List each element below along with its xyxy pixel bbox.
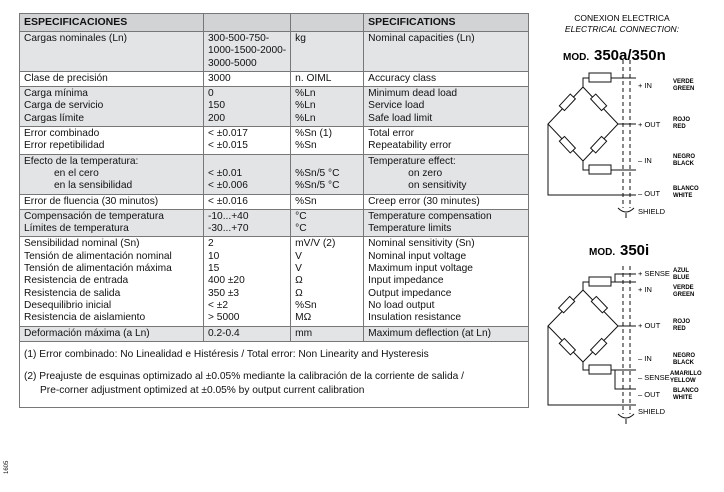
note-2-cont: Pre-corner adjustment optimized at ±0.05% by output current calibration xyxy=(40,385,365,397)
color-label: RED xyxy=(673,124,686,130)
model-a-prefix: MOD. xyxy=(563,52,590,63)
color-label: BLACK xyxy=(673,360,694,366)
bridge-resistors-b xyxy=(559,296,608,354)
color-label: BLANCO xyxy=(673,186,699,192)
table-row: Carga mínima Carga de servicio Cargas límite 0 150 200 %Ln %Ln %Ln Minimum dead load Service load Safe load limit xyxy=(20,87,529,127)
connection-title-es: CONEXION ELECTRICA xyxy=(574,13,670,23)
sig-plus-in-a: + IN xyxy=(638,81,652,90)
color-label: VERDE xyxy=(673,285,694,291)
model-b-prefix: MOD. xyxy=(589,247,616,258)
table-header-row xyxy=(20,14,529,32)
wiring-diagram-b xyxy=(548,266,636,424)
color-label: BLUE xyxy=(673,275,690,281)
table-row: Compensación de temperatura Límites de temperatura -10...+40 -30...+70 °C °C Temperature compensation Temperature limits xyxy=(20,209,529,237)
color-label: GREEN xyxy=(673,86,695,92)
table-row: Error combinado Error repetibilidad < ±0.017 < ±0.015 %Sn (1) %Sn Total error Repeatability error xyxy=(20,127,529,155)
sig-plus-sense-b: + SENSE xyxy=(638,269,670,278)
bridge-resistors-a xyxy=(559,94,606,153)
color-label: GREEN xyxy=(673,292,695,298)
note-2: (2) Preajuste de esquinas optimizado al ±0.05% mediante la calibración de la corriente de salida / xyxy=(24,371,464,383)
sig-minus-out-b: – OUT xyxy=(638,390,661,399)
color-label: AMARILLO xyxy=(670,371,702,377)
specifications-table xyxy=(19,13,529,408)
sig-plus-out-b: + OUT xyxy=(638,321,661,330)
color-label: NEGRO xyxy=(673,353,696,359)
color-label: AZUL xyxy=(673,268,689,274)
color-label: VERDE xyxy=(673,79,694,85)
sig-minus-in-a: – IN xyxy=(638,156,652,165)
color-label: BLACK xyxy=(673,161,694,167)
color-label: NEGRO xyxy=(673,154,696,160)
color-label: RED xyxy=(673,326,686,332)
header-es: ESPECIFICACIONES xyxy=(20,14,204,32)
color-label: ROJO xyxy=(673,117,691,123)
side-code: 1605 xyxy=(4,460,10,474)
table-row: Error de fluencia (30 minutos) < ±0.016 %Sn Creep error (30 minutes) xyxy=(20,194,529,209)
sig-plus-in-b: + IN xyxy=(638,285,652,294)
color-label: WHITE xyxy=(673,193,693,199)
connection-title-en: ELECTRICAL CONNECTION: xyxy=(564,24,680,34)
table-row: Clase de precisión 3000 n. OIML Accuracy class xyxy=(20,71,529,86)
sig-minus-in-b: – IN xyxy=(638,354,652,363)
sig-minus-out-a: – OUT xyxy=(638,189,661,198)
model-b-label: 350i xyxy=(620,242,650,259)
sig-minus-sense-b: – SENSE xyxy=(638,373,670,382)
table-row: Sensibilidad nominal (Sn) Tensión de alimentación nominal Tensión de alimentación máxima Resistencia de entrada Resistencia de salida Desequilibrio inicial Resistencia de aislamiento 2 10 15 400 ±20 350 ±3 < ±2 > 5000 mV/V (2) V V Ω Ω %Sn MΩ Nominal sensitivity (Sn) Nominal input voltage Maximum input voltage Input impedance Output impedance No load output Insulation resistance xyxy=(20,237,529,326)
header-en: SPECIFICATIONS xyxy=(364,14,529,32)
table-row: Deformación máxima (a Ln) 0.2-0.4 mm Maximum deflection (at Ln) xyxy=(20,326,529,341)
color-label: BLANCO xyxy=(673,388,699,394)
table-row: Cargas nominales (Ln) 300-500-750- 1000-1500-2000- 3000-5000 kg Nominal capacities (Ln) xyxy=(20,32,529,72)
note-1: (1) Error combinado: No Linealidad e Histéresis / Total error: Non Linearity and Hysteresis xyxy=(24,348,429,360)
shield-label-b: SHIELD xyxy=(638,407,666,416)
table-row: Efecto de la temperatura: en el cero en la sensibilidad < ±0.01 < ±0.006 %Sn/5 °C %Sn/5 °C Temperature effect: on zero on sensitivity xyxy=(20,154,529,194)
color-label: YELLOW xyxy=(670,378,696,384)
wiring-diagram-a xyxy=(548,60,636,218)
color-label: ROJO xyxy=(673,319,691,325)
notes-row xyxy=(20,341,529,407)
model-a-label: 350a/350n xyxy=(594,47,666,64)
sig-plus-out-a: + OUT xyxy=(638,120,661,129)
color-label: WHITE xyxy=(673,395,693,401)
shield-label-a: SHIELD xyxy=(638,207,666,216)
